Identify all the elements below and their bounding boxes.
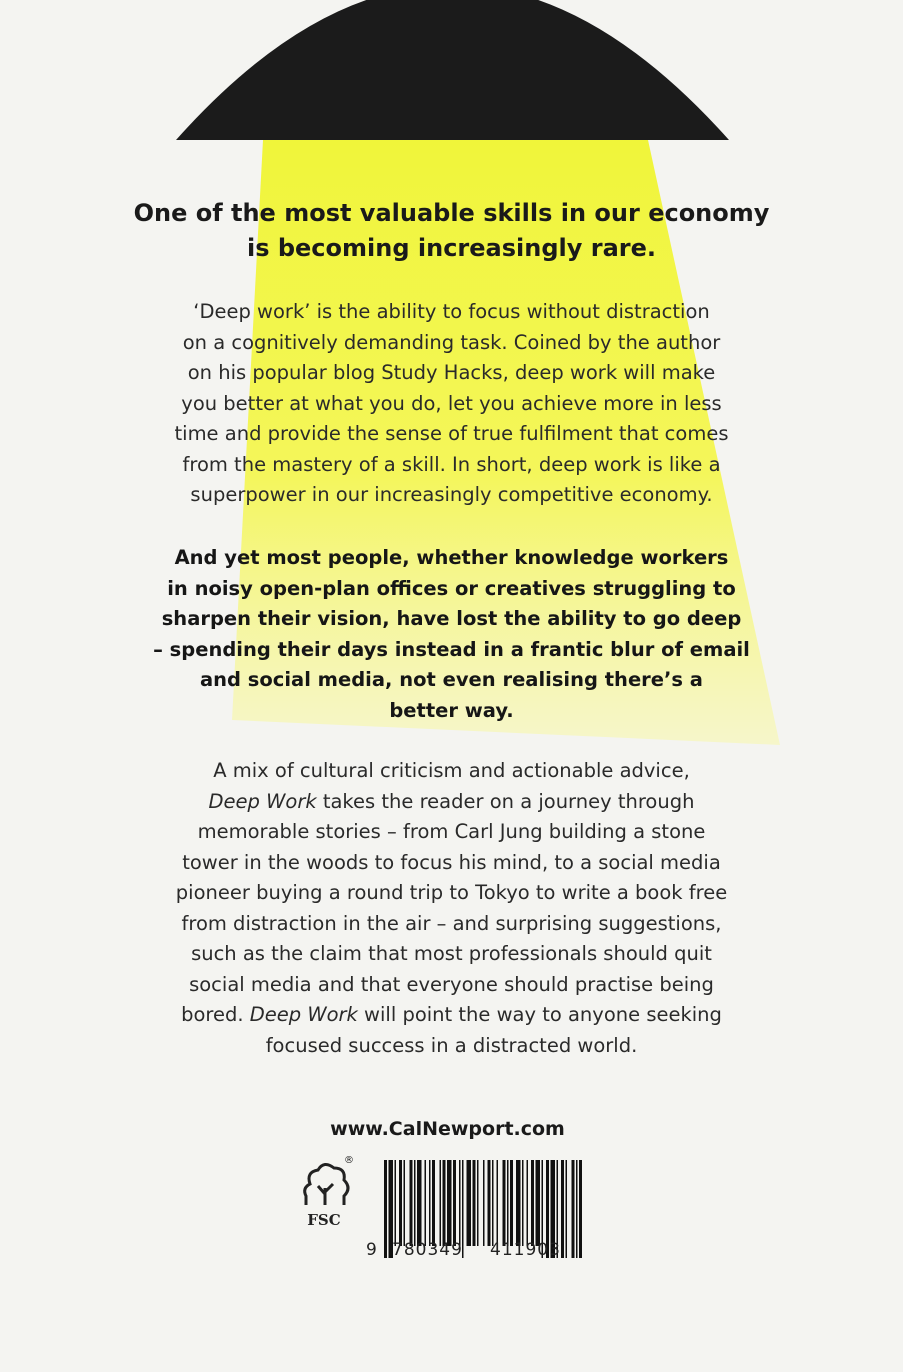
- text-line: pioneer buying a round trip to Tokyo to write a book free: [175, 881, 728, 904]
- text-line: [0, 1000, 903, 1031]
- barcode-bar: [440, 1160, 442, 1246]
- isbn-first-digit: 9: [366, 1240, 377, 1260]
- text-line: on a cognitively demanding task. Coined by the author: [182, 330, 721, 354]
- barcode-bar: [488, 1160, 491, 1246]
- text-line: [0, 787, 903, 818]
- barcode-bar: [404, 1160, 406, 1246]
- barcode-bar: [425, 1160, 427, 1246]
- barcode-bar: [572, 1160, 575, 1258]
- text-line: And yet most people, whether knowledge workers: [174, 546, 729, 569]
- registered-mark: ®: [344, 1155, 354, 1166]
- barcode-bar: [561, 1160, 564, 1258]
- text-line: and social media, not even realising there’s a: [200, 668, 703, 691]
- barcode-bar: [522, 1160, 524, 1246]
- barcode-bar: [453, 1160, 456, 1246]
- book-title-italic: Deep Work: [208, 789, 317, 813]
- barcode-bar: [497, 1160, 499, 1246]
- description-paragraph-3: [0, 756, 903, 1061]
- barcode-bar: [536, 1160, 541, 1246]
- isbn-group-1: 780349: [392, 1240, 463, 1260]
- text-line: from distraction in the air – and surprising suggestions,: [181, 911, 722, 935]
- text-line: time and provide the sense of true fulfilment that comes: [174, 422, 729, 445]
- barcode-bar: [417, 1160, 422, 1246]
- barcode-bar: [492, 1160, 494, 1246]
- barcode-bar: [510, 1160, 513, 1246]
- isbn-group-2: 411903: [490, 1240, 561, 1260]
- text-line: ‘Deep work’ is the ability to focus without distraction: [193, 300, 710, 323]
- book-title-italic: Deep Work: [249, 1003, 358, 1026]
- text-fragment: takes the reader on a journey through: [316, 789, 695, 813]
- text-line: social media and that everyone should practise being: [189, 972, 714, 996]
- text-line: better way.: [389, 698, 514, 722]
- text-fragment: bored.: [181, 1003, 250, 1026]
- text-line: superpower in our increasingly competitive economy.: [190, 483, 713, 506]
- headline-line-2: is becoming increasingly rare.: [246, 234, 656, 262]
- text-line: memorable stories – from Carl Jung building a stone: [197, 820, 706, 843]
- barcode-bar: [429, 1160, 431, 1246]
- barcode-bar: [459, 1160, 461, 1246]
- text-line: on his popular blog Study Hacks, deep work will make: [187, 361, 716, 384]
- barcode-bar: [432, 1160, 435, 1246]
- text-line: focused success in a distracted world.: [265, 1033, 638, 1057]
- lamp-shade: [176, 0, 729, 140]
- barcode-bar: [384, 1160, 387, 1258]
- barcode-bar: [467, 1160, 472, 1246]
- barcode-bar: [503, 1160, 506, 1246]
- text-fragment: will point the way to anyone seeking: [357, 1003, 722, 1026]
- barcode-bar: [473, 1160, 476, 1246]
- barcode-bar: [527, 1160, 529, 1246]
- text-line: – spending their days instead in a frantic blur of email: [153, 637, 750, 661]
- barcode-bar: [483, 1160, 485, 1246]
- text-line: tower in the woods to focus his mind, to a social media: [182, 850, 721, 874]
- text-line: sharpen their vision, have lost the ability to go deep: [161, 607, 742, 630]
- barcode-bar: [531, 1160, 534, 1246]
- barcode-bar: [576, 1160, 578, 1258]
- barcode-bar: [443, 1160, 446, 1246]
- text-line: from the mastery of a skill. In short, deep work is like a: [182, 452, 721, 476]
- text-line: such as the claim that most professionals should quit: [191, 942, 712, 965]
- text-line: in noisy open-plan offices or creatives struggling to: [167, 576, 736, 600]
- barcode-bar: [414, 1160, 416, 1246]
- barcode-bar: [566, 1160, 568, 1258]
- description-paragraph-2: [0, 543, 903, 726]
- fsc-tree-icon: [305, 1164, 348, 1205]
- barcode-bar: [477, 1160, 479, 1246]
- barcode-bar: [447, 1160, 452, 1246]
- website-url: www.CalNewport.com: [330, 1118, 565, 1140]
- headline: [0, 196, 903, 266]
- description-paragraph-1: [0, 297, 903, 511]
- text-line: you better at what you do, let you achieve more in less: [181, 391, 722, 415]
- barcode-bar: [410, 1160, 413, 1246]
- barcode-bar: [399, 1160, 402, 1246]
- text-line: A mix of cultural criticism and actionable advice,: [213, 759, 690, 782]
- barcode-bar: [507, 1160, 509, 1246]
- barcode-bar: [516, 1160, 521, 1246]
- fsc-label: FSC: [307, 1211, 341, 1229]
- barcode-bar: [579, 1160, 582, 1258]
- barcode-bar: [395, 1160, 397, 1246]
- headline-line-1: One of the most valuable skills in our economy: [133, 199, 770, 227]
